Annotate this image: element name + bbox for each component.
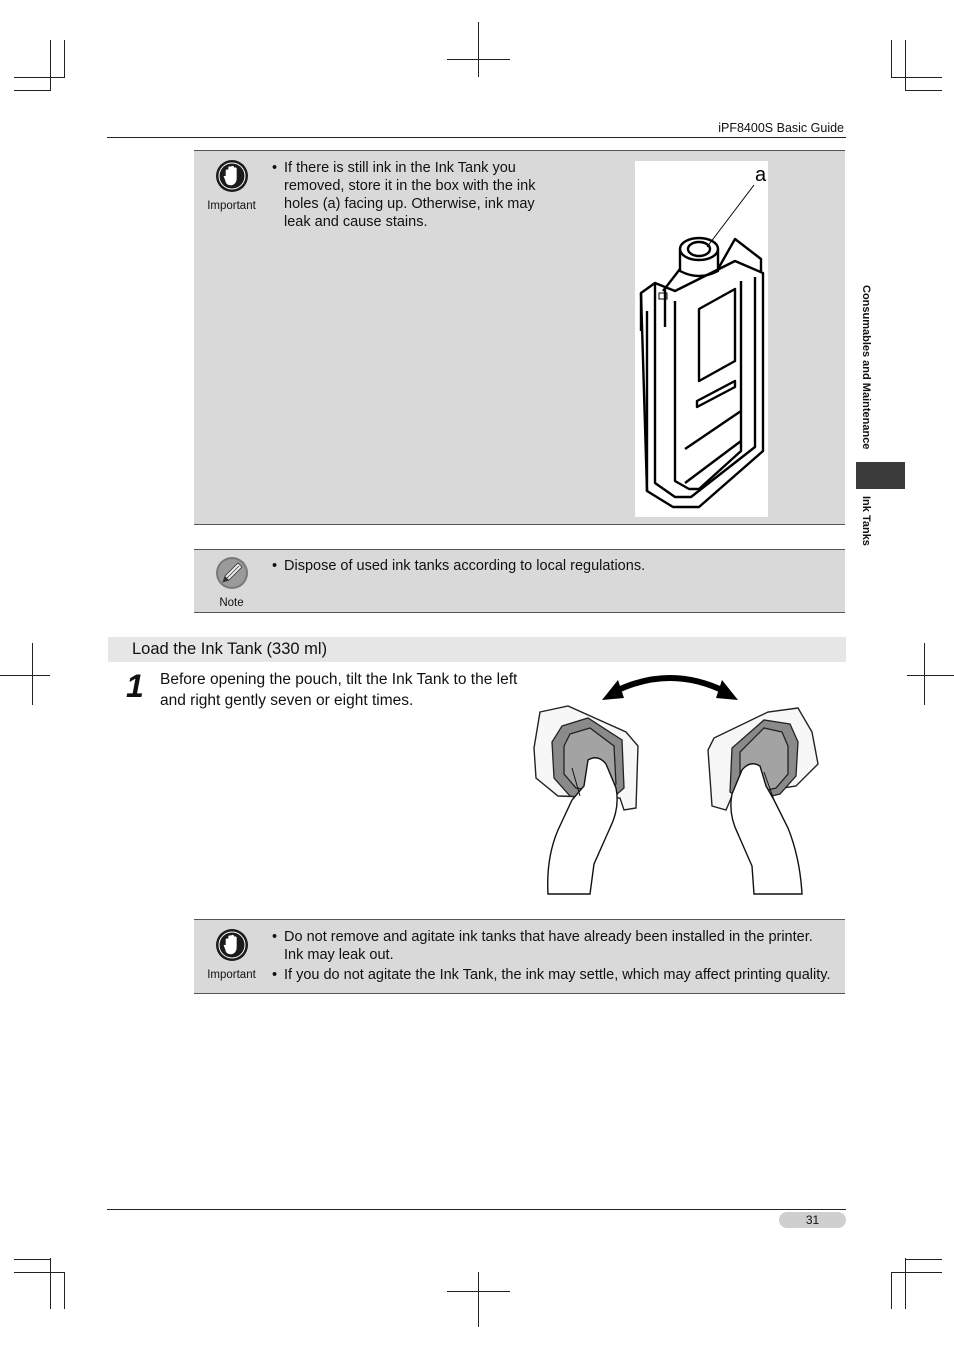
important-1-bullets (270, 159, 540, 231)
important-2-bullets (270, 928, 836, 984)
important-label: Important (207, 200, 256, 212)
step-text: Before opening the pouch, tilt the Ink Tank to the left and right gently seven or eight times. (160, 671, 518, 709)
hand-stop-icon (215, 159, 249, 193)
guide-title: iPF8400S Basic Guide (718, 121, 844, 135)
ink-tank-figure (635, 161, 768, 517)
important-icon-wrap (194, 159, 269, 212)
bullet-item: • Dispose of used ink tanks according to local regulations. (270, 557, 830, 575)
note-box (194, 549, 845, 613)
bullet-item: • If you do not agitate the Ink Tank, the ink may settle, which may affect printing quality. (270, 966, 836, 984)
header-rule (107, 137, 846, 138)
tilt-hands-illustration (528, 668, 820, 895)
important-box-1 (194, 150, 845, 525)
bullet-item: • Do not remove and agitate ink tanks that have already been installed in the printer. Ink may leak out. (270, 928, 836, 964)
important-box-2 (194, 919, 845, 994)
important-icon-wrap (194, 928, 269, 981)
pencil-note-icon (215, 556, 249, 590)
section-title: Load the Ink Tank (330 ml) (132, 640, 328, 658)
page-number: 31 (779, 1212, 846, 1228)
figure-label-a: a (755, 164, 767, 186)
bullet-item: • If there is still ink in the Ink Tank you removed, store it in the box with the ink holes (a) facing up. Otherwise, ink may leak and cause stains. (270, 159, 540, 231)
note-bullets (270, 557, 830, 575)
section-heading-bar (108, 637, 846, 662)
note-label: Note (219, 597, 244, 609)
step-number: 1 (126, 668, 144, 704)
note-icon-wrap (194, 556, 269, 609)
side-chapter-label: Consumables and Maintenance (860, 285, 872, 450)
footer-rule (107, 1209, 846, 1210)
ink-tank-illustration (635, 161, 768, 517)
side-tab-marker (856, 462, 905, 489)
side-section-label: Ink Tanks (860, 496, 872, 546)
hand-stop-icon (215, 928, 249, 962)
important-label: Important (207, 969, 256, 981)
agitation-figure (528, 668, 820, 895)
